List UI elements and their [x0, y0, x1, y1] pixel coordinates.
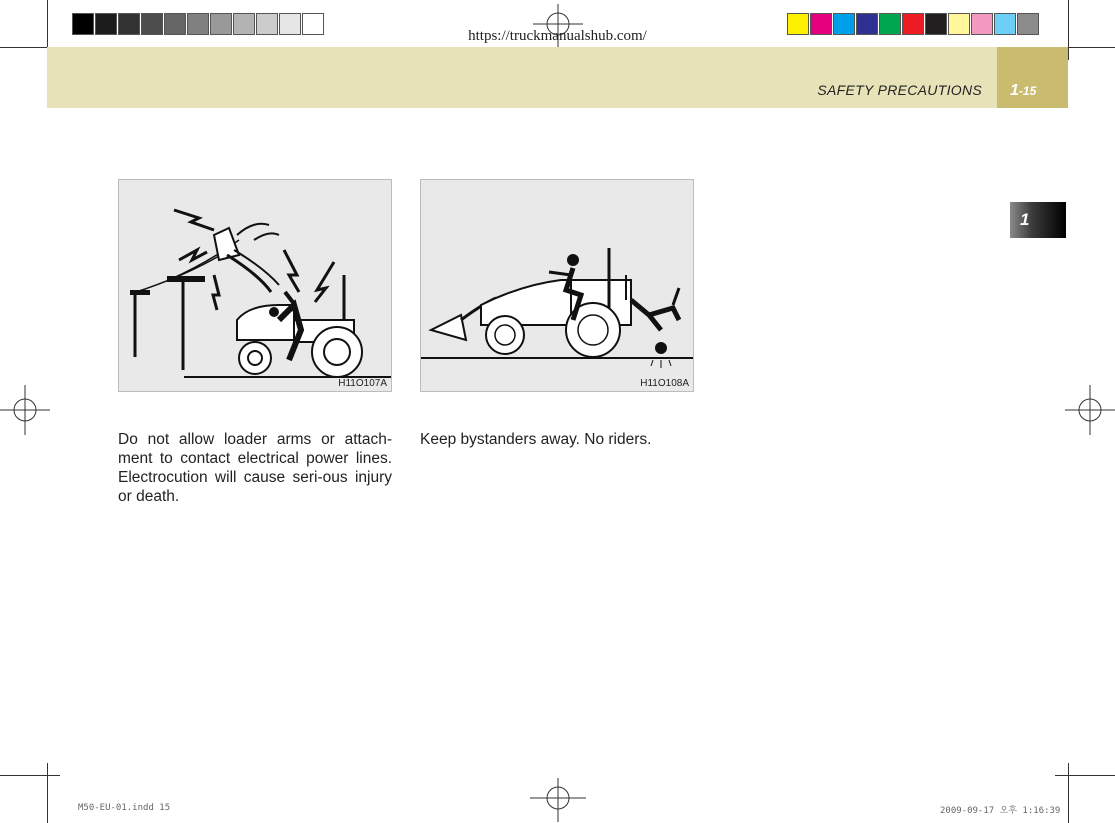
- page-sub: -15: [1018, 84, 1037, 98]
- crop-mark: [47, 763, 48, 823]
- registration-mark-icon: [1065, 385, 1115, 435]
- footer-file-info: M50-EU-01.indd 15: [78, 803, 171, 813]
- power-line-hazard-illustration: [119, 180, 391, 391]
- registration-mark-icon: [0, 385, 50, 435]
- crop-mark: [0, 775, 60, 776]
- figure-bystanders: [420, 179, 694, 392]
- page-chapter: 1: [1010, 82, 1019, 99]
- crop-mark: [1068, 763, 1069, 823]
- page-number: [1010, 82, 1036, 100]
- footer-timestamp: 2009-09-17 오후 1:16:39: [940, 806, 1061, 816]
- header-band: [47, 47, 1068, 108]
- figure-caption: Do not allow loader arms or attach-ment to contact electrical power lines. Electrocution will cause seri-ous injury or death.: [118, 431, 392, 505]
- figure-code: H11O107A: [338, 378, 387, 389]
- figure-power-lines: [118, 179, 392, 392]
- figure-caption: Keep bystanders away. No riders.: [420, 431, 652, 448]
- registration-mark-icon: [530, 778, 586, 822]
- chapter-number: 1: [1020, 210, 1030, 229]
- crop-mark: [1055, 775, 1115, 776]
- section-title: SAFETY PRECAUTIONS: [817, 82, 982, 98]
- chapter-tab: [1010, 202, 1066, 238]
- figure-code: H11O108A: [640, 378, 689, 389]
- source-url: https://truckmanualshub.com/: [468, 28, 647, 44]
- bystander-hazard-illustration: [421, 180, 693, 391]
